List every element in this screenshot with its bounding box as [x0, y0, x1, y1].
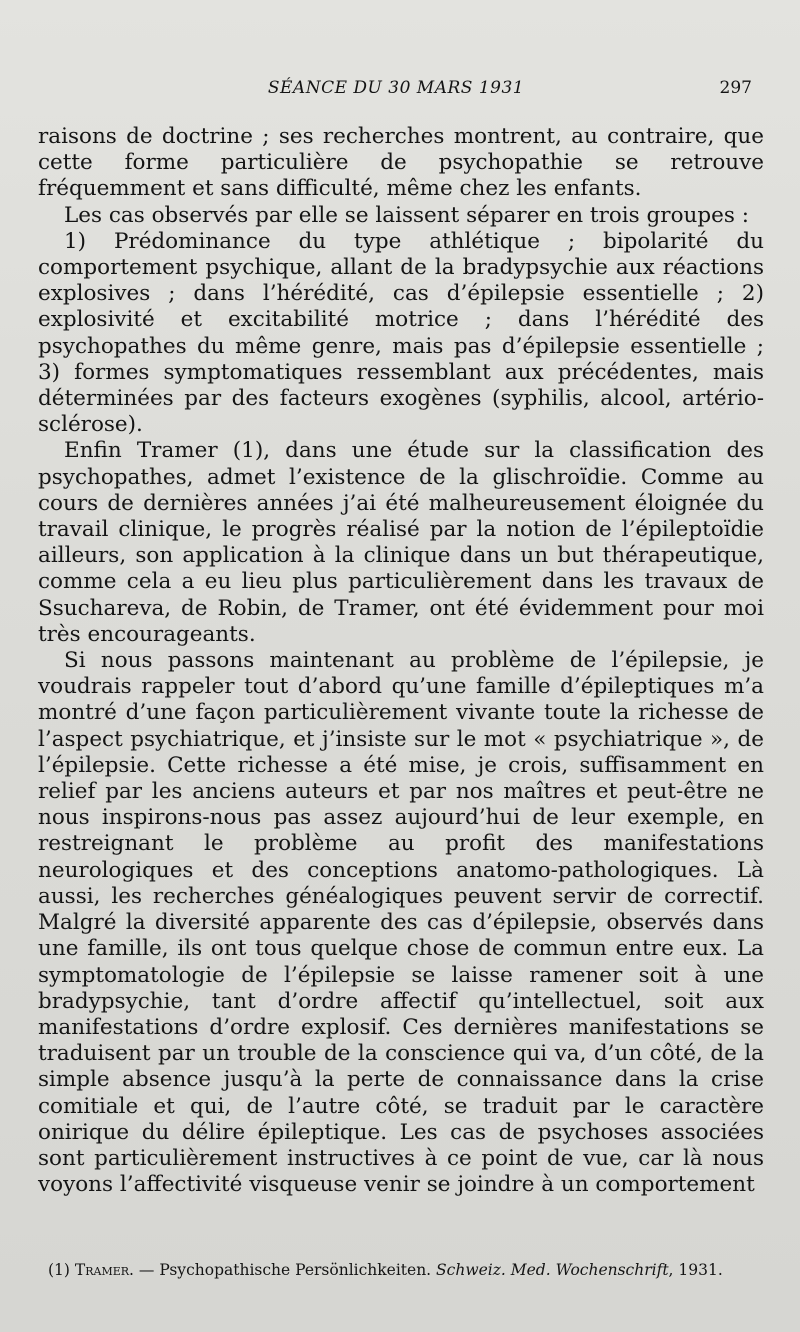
running-title: SÉANCE DU 30 MARS 1931 — [267, 78, 525, 98]
paragraph-tramer: Enfin Tramer (1), dans une étude sur la classification des psychopathes, admet l’existence de la glischroïdie. Comme au cours de dernières années j’ai été malheureusement éloignée du travail clinique, le progrès réalisé par la notion de l’épileptoïdie ailleurs, son application à la clinique dans un but thérapeutique, comme cela a eu lieu plus particulièrement dans les travaux de Ssuchareva, de Robin, de Tramer, ont été évidemment pour moi très encourageants. — [38, 438, 764, 647]
footnote-marker: (1) — [48, 1261, 70, 1279]
body-text — [38, 124, 764, 1198]
footnote — [48, 1260, 764, 1280]
footnote-author: Tramer. — [74, 1261, 134, 1279]
paragraph-groups-list: 1) Prédominance du type athlétique ; bipolarité du comportement psychique, allant de la bradypsychie aux réactions explosives ; dans l’hérédité, cas d’épilepsie essentielle ; 2) explosivité et excitabilité motrice ; dans l’hérédité des psychopathes du même genre, mais pas d’épilepsie essentielle ; 3) formes symptomatiques ressemblant aux précédentes, mais déterminées par des facteurs exogènes (syphilis, alcool, artério-sclérose). — [38, 228, 764, 438]
page-number: 297 — [719, 78, 752, 98]
footnote-journal: Schweiz. Med. Wochenschrift — [436, 1261, 669, 1279]
footnote-dash: — — [133, 1261, 160, 1279]
paragraph-epilepsy: Si nous passons maintenant au problème de l’épilepsie, je voudrais rappeler tout d’abord qu’une famille d’épileptiques m’a montré d’une façon particulièrement vivante toute la richesse de l’aspect psychiatrique, et j’insiste sur le mot « psychiatrique », de l’épilepsie. Cette richesse a été mise, je crois, suffisamment en relief par les anciens auteurs et par nos maîtres et peut-être ne nous inspirons-nous pas assez aujourd’hui de leur exemple, en restreignant le problème au profit des manifestations neurologiques et des conceptions anatomo-pathologiques. Là aussi, les recherches généalogiques peuvent servir de correctif. Malgré la diversité apparente des cas d’épilepsie, observés dans une famille, ils ont tous quelque chose de commun entre eux. La symptomatologie de l’épilepsie se laisse ramener soit à une bradypsychie, tant d’ordre affectif qu’intellectuel, soit aux manifestations d’ordre explosif. Ces dernières manifestations se traduisent par un trouble de la conscience qui va, d’un côté, de la simple absence jusqu’à la perte de connaissance dans la crise comitiale et qui, de l’autre côté, se traduit par le caractère onirique du délire épileptique. Les cas de psychoses associées sont particulièrement instructives à ce point de vue, car là nous voyons l’affectivité visqueuse venir se joindre à un comportement — [38, 648, 764, 1198]
paragraph-groups-intro: Les cas observés par elle se laissent séparer en trois groupes : — [64, 202, 749, 228]
footnote-year: , 1931. — [668, 1261, 723, 1279]
paragraph-continuation: raisons de doctrine ; ses recherches montrent, au contraire, que cette forme particulière de psychopathie se retrouve fréquemment et sans difficulté, même chez les enfants. — [38, 124, 764, 202]
footnote-title: Psychopathische Persönlichkeiten. — [159, 1261, 437, 1279]
running-head — [40, 78, 752, 102]
